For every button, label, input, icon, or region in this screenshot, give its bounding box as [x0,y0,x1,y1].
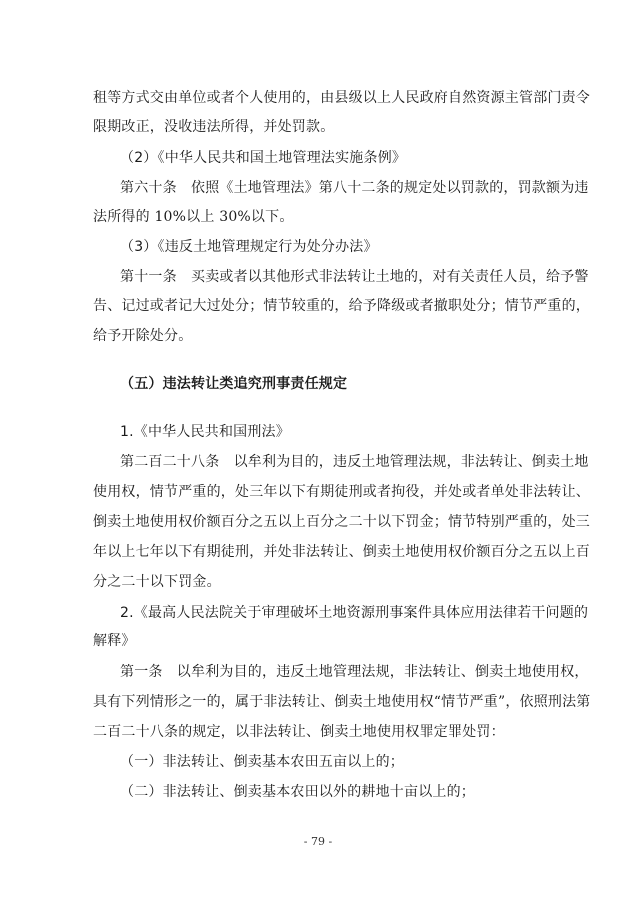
paragraph-line: 第六十条 依照《土地管理法》第八十二条的规定处以罚款的，罚款额为违 [120,180,589,196]
paragraph-line: 限期改正，没收违法所得，并处罚款。 [93,119,335,135]
paragraph-line: 第一条 以牟利为目的，违反土地管理法规，非法转让、倒卖土地使用权， [120,664,589,680]
section-heading: （五）违法转让类追究刑事责任规定 [120,376,348,392]
section-subheading: （2）《中华人民共和国土地管理法实施条例》 [120,150,407,166]
paragraph-line: 具有下列情形之一的，属于非法转让、倒卖土地使用权“情节严重”，依照刑法第 [93,694,591,710]
paragraph-line: 二百二十八条的规定，以非法转让、倒卖土地使用权罪定罪处罚： [93,724,505,740]
paragraph-line: 使用权，情节严重的，处三年以下有期徒刑或者拘役，并处或者单处非法转让、 [93,484,590,500]
paragraph-line: 租等方式交由单位或者个人使用的，由县级以上人民政府自然资源主管部门责令 [93,90,590,106]
section-subheading: 1.《中华人民共和国刑法》 [120,424,290,440]
page-number: - 79 - [303,835,333,848]
paragraph-line: 分之二十以下罚金。 [93,574,221,590]
section-subheading: （3）《违反土地管理规定行为处分办法》 [120,239,378,255]
paragraph-line: 法所得的 10%以上 30%以下。 [93,209,294,225]
paragraph-line: 年以上七年以下有期徒刑，并处非法转让、倒卖土地使用权价额百分之五以上百 [93,544,590,560]
paragraph-line: 给予开除处分。 [93,328,193,344]
list-item: （一）非法转让、倒卖基本农田五亩以上的； [120,754,404,770]
list-item: （二）非法转让、倒卖基本农田以外的耕地十亩以上的； [120,784,475,800]
paragraph-line: 第二百二十八条 以牟利为目的，违反土地管理法规，非法转让、倒卖土地 [120,454,589,470]
section-subheading: 解释》 [93,633,136,649]
paragraph-line: 第十一条 买卖或者以其他形式非法转让土地的，对有关责任人员，给予警 [120,269,589,285]
paragraph-line: 告、记过或者记大过处分；情节较重的，给予降级或者撤职处分；情节严重的， [93,298,590,314]
section-subheading: 2.《最高人民法院关于审理破坏土地资源刑事案件具体应用法律若干问题的 [120,605,589,621]
paragraph-line: 倒卖土地使用权价额百分之五以上百分之二十以下罚金；情节特别严重的，处三 [93,514,590,530]
